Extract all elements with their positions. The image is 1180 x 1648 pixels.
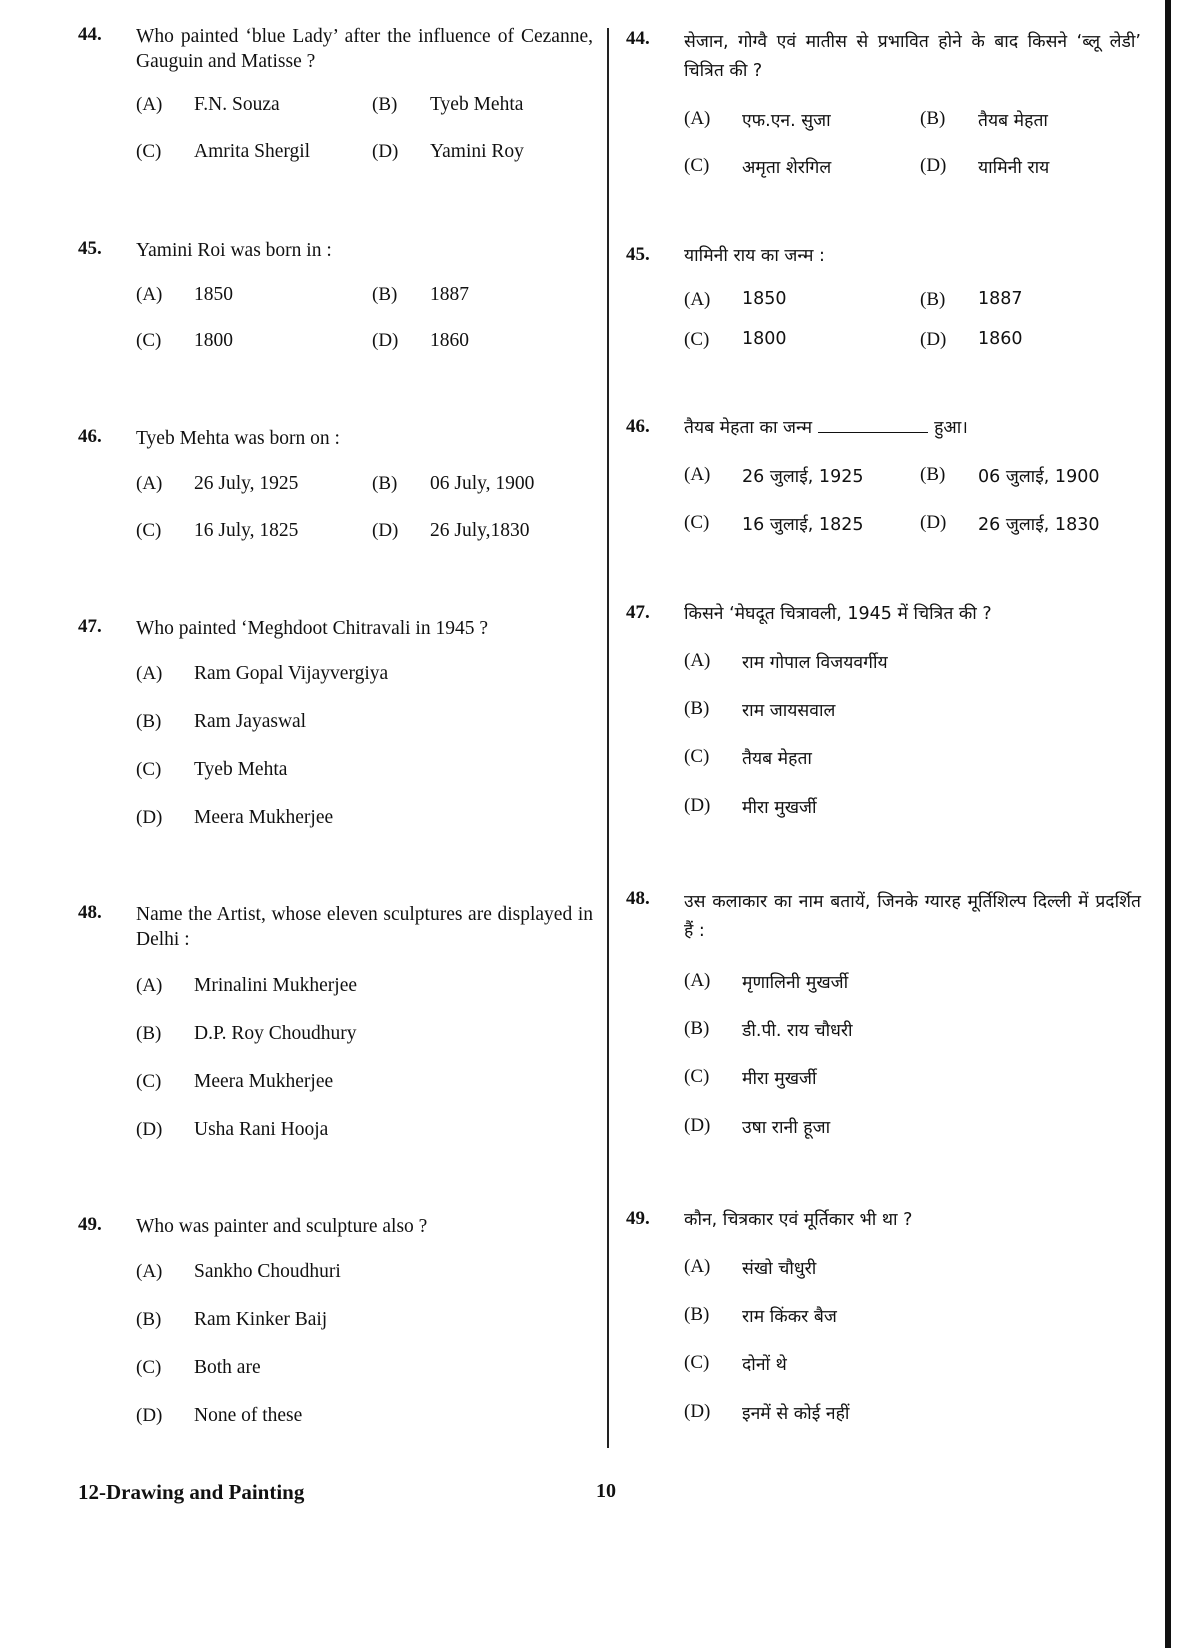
question-text: कौन, चित्रकार एवं मूर्तिकार भी था ? bbox=[684, 1210, 913, 1230]
option-text: 26 जुलाई, 1925 bbox=[742, 467, 864, 487]
page-number: 10 bbox=[596, 1480, 616, 1502]
question-text: Yamini Roi was born in : bbox=[136, 240, 332, 261]
question-text-before: तैयब मेहता का जन्म bbox=[684, 418, 813, 438]
option-text: Yamini Roy bbox=[430, 141, 524, 162]
option-text: Sankho Choudhuri bbox=[194, 1261, 341, 1282]
question-number: 48. bbox=[626, 888, 650, 909]
option-text: तैयब मेहता bbox=[978, 111, 1048, 131]
option-label: (C) bbox=[684, 1352, 710, 1373]
option-text: 16 July, 1825 bbox=[194, 520, 299, 541]
option-text: 1860 bbox=[430, 330, 469, 351]
question-text: सेजान, गोग्वै एवं मातीस से प्रभावित होने के बाद किसने ‘ब्लू लेडी’ चित्रित की ? bbox=[684, 32, 1141, 81]
option-text: Meera Mukherjee bbox=[194, 807, 334, 828]
option-text: 1887 bbox=[978, 289, 1023, 309]
question-text: Who painted ‘blue Lady’ after the influence of Cezanne, Gauguin and Matisse ? bbox=[136, 26, 593, 72]
question-number: 47. bbox=[626, 602, 650, 623]
option-label: (C) bbox=[684, 329, 710, 350]
option-text: Tyeb Mehta bbox=[430, 94, 524, 115]
option-text: राम जायसवाल bbox=[742, 701, 836, 721]
option-text: 1860 bbox=[978, 329, 1023, 349]
question-text: उस कलाकार का नाम बतायें, जिनके ग्यारह मूर्तिशिल्प दिल्ली में प्रदर्शित हैं : bbox=[684, 892, 1141, 941]
option-label: (D) bbox=[136, 807, 163, 828]
option-label: (A) bbox=[136, 284, 163, 305]
option-text: Ram Kinker Baij bbox=[194, 1309, 328, 1330]
question-text: Name the Artist, whose eleven sculptures are displayed in Delhi : bbox=[136, 904, 593, 950]
option-text: मृणालिनी मुखर्जी bbox=[742, 973, 849, 993]
option-label: (D) bbox=[372, 330, 399, 351]
option-label: (B) bbox=[136, 1023, 162, 1044]
option-text: 1850 bbox=[194, 284, 233, 305]
question-text bbox=[684, 416, 1141, 441]
option-label: (B) bbox=[136, 1309, 162, 1330]
option-text: 06 जुलाई, 1900 bbox=[978, 467, 1100, 487]
option-label: (D) bbox=[372, 520, 399, 541]
option-text: F.N. Souza bbox=[194, 94, 280, 115]
option-text: 1887 bbox=[430, 284, 469, 305]
option-label: (A) bbox=[684, 650, 711, 671]
question-text: Who was painter and sculpture also ? bbox=[136, 1216, 428, 1237]
option-label: (D) bbox=[684, 1401, 711, 1422]
option-text: यामिनी राय bbox=[978, 158, 1050, 178]
option-text: 1800 bbox=[742, 329, 787, 349]
option-label: (A) bbox=[684, 108, 711, 129]
option-label: (B) bbox=[136, 711, 162, 732]
option-label: (A) bbox=[684, 289, 711, 310]
question-number: 46. bbox=[626, 416, 650, 437]
question-text: Who painted ‘Meghdoot Chitravali in 1945 ? bbox=[136, 618, 489, 639]
option-label: (C) bbox=[684, 155, 710, 176]
option-label: (C) bbox=[136, 141, 162, 162]
option-text: 1850 bbox=[742, 289, 787, 309]
question-text-after: हुआ। bbox=[934, 418, 968, 438]
option-text: Tyeb Mehta bbox=[194, 759, 288, 780]
option-label: (D) bbox=[136, 1119, 163, 1140]
option-text: 26 जुलाई, 1830 bbox=[978, 515, 1100, 535]
option-label: (C) bbox=[684, 512, 710, 533]
option-text: तैयब मेहता bbox=[742, 749, 812, 769]
option-label: (C) bbox=[136, 330, 162, 351]
option-label: (A) bbox=[136, 94, 163, 115]
option-label: (A) bbox=[136, 975, 163, 996]
option-label: (D) bbox=[920, 329, 947, 350]
option-text: इनमें से कोई नहीं bbox=[742, 1404, 850, 1424]
footer-subject-title: 12-Drawing and Painting bbox=[78, 1480, 305, 1504]
option-label: (B) bbox=[920, 108, 946, 129]
option-text: Usha Rani Hooja bbox=[194, 1119, 329, 1140]
option-label: (B) bbox=[684, 1304, 710, 1325]
option-label: (C) bbox=[684, 1066, 710, 1087]
page-edge bbox=[1165, 0, 1171, 1648]
option-label: (D) bbox=[684, 1115, 711, 1136]
option-label: (B) bbox=[920, 289, 946, 310]
option-label: (D) bbox=[136, 1405, 163, 1426]
option-text: राम गोपाल विजयवर्गीय bbox=[742, 653, 888, 673]
option-text: Ram Gopal Vijayvergiya bbox=[194, 663, 389, 684]
option-text: एफ.एन. सुजा bbox=[742, 111, 831, 131]
option-text: D.P. Roy Choudhury bbox=[194, 1023, 357, 1044]
option-text: मीरा मुखर्जी bbox=[742, 1069, 817, 1089]
option-label: (C) bbox=[136, 1071, 162, 1092]
option-label: (A) bbox=[684, 970, 711, 991]
column-divider bbox=[607, 28, 609, 1448]
option-text: डी.पी. राय चौधरी bbox=[742, 1021, 853, 1041]
option-label: (C) bbox=[136, 520, 162, 541]
option-label: (A) bbox=[684, 1256, 711, 1277]
option-text: दोनों थे bbox=[742, 1355, 787, 1375]
question-text: Tyeb Mehta was born on : bbox=[136, 428, 340, 449]
option-text: 16 जुलाई, 1825 bbox=[742, 515, 864, 535]
question-number: 44. bbox=[78, 24, 102, 45]
question-number: 44. bbox=[626, 28, 650, 49]
option-label: (B) bbox=[684, 698, 710, 719]
option-label: (C) bbox=[136, 759, 162, 780]
option-label: (A) bbox=[684, 464, 711, 485]
option-text: संखो चौधुरी bbox=[742, 1259, 817, 1279]
question-number: 45. bbox=[78, 238, 102, 259]
question-number: 45. bbox=[626, 244, 650, 265]
question-number: 49. bbox=[78, 1214, 102, 1235]
question-text: यामिनी राय का जन्म : bbox=[684, 246, 825, 266]
question-number: 49. bbox=[626, 1208, 650, 1229]
option-label: (A) bbox=[136, 473, 163, 494]
option-text: 1800 bbox=[194, 330, 233, 351]
option-text: Amrita Shergil bbox=[194, 141, 311, 162]
option-text: मीरा मुखर्जी bbox=[742, 798, 817, 818]
option-text: 26 July,1830 bbox=[430, 520, 530, 541]
option-text: Both are bbox=[194, 1357, 261, 1378]
option-text: राम किंकर बैज bbox=[742, 1307, 837, 1327]
option-label: (D) bbox=[920, 155, 947, 176]
option-label: (D) bbox=[684, 795, 711, 816]
option-label: (D) bbox=[372, 141, 399, 162]
option-label: (A) bbox=[136, 663, 163, 684]
option-text: 26 July, 1925 bbox=[194, 473, 299, 494]
question-number: 47. bbox=[78, 616, 102, 637]
option-text: Meera Mukherjee bbox=[194, 1071, 334, 1092]
option-label: (B) bbox=[372, 94, 398, 115]
option-text: None of these bbox=[194, 1405, 303, 1426]
option-text: Ram Jayaswal bbox=[194, 711, 307, 732]
option-label: (D) bbox=[920, 512, 947, 533]
option-text: 06 July, 1900 bbox=[430, 473, 535, 494]
option-label: (C) bbox=[684, 746, 710, 767]
option-label: (B) bbox=[372, 473, 398, 494]
option-label: (B) bbox=[372, 284, 398, 305]
option-label: (A) bbox=[136, 1261, 163, 1282]
question-number: 46. bbox=[78, 426, 102, 447]
option-label: (C) bbox=[136, 1357, 162, 1378]
question-number: 48. bbox=[78, 902, 102, 923]
option-text: अमृता शेरगिल bbox=[742, 158, 832, 178]
option-text: उषा रानी हूजा bbox=[742, 1118, 831, 1138]
option-text: Mrinalini Mukherjee bbox=[194, 975, 357, 996]
answer-blank bbox=[818, 432, 928, 433]
question-text: किसने ‘मेघदूत चित्रावली, 1945 में चित्रित की ? bbox=[684, 604, 992, 624]
option-label: (B) bbox=[684, 1018, 710, 1039]
option-label: (B) bbox=[920, 464, 946, 485]
